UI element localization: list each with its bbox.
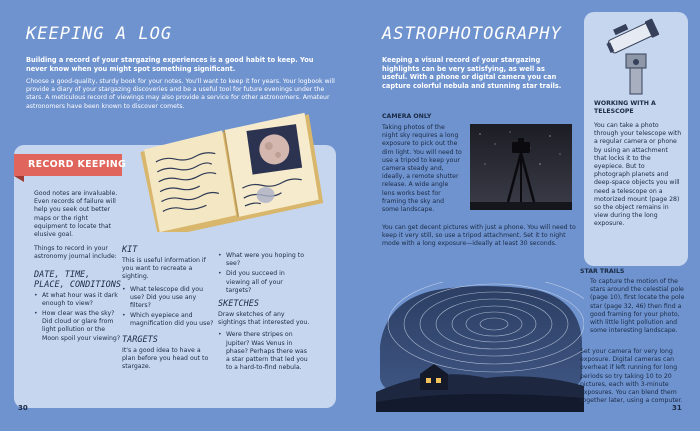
- left-page-title: KEEPING A LOG: [26, 24, 173, 44]
- banner-fold: [14, 176, 24, 182]
- record-col-1: [34, 190, 122, 345]
- star-trails-body-2: Set your camera for very long exposure. Digital cameras can overheat if left running for long periods so try taking 10 to 20 pictures, each with 3-minute exposures. You can blend them together later, using a computer.: [580, 348, 683, 405]
- left-intro-body: Choose a good-quality, sturdy book for your notes. You'll want to keep it for years. Your logbook will provide a diary of your stargazing discoveries and be a useful tool for future evenings under the stars. A meticulous record of viewings may also provide a service for other astronomers. Amateur astronomers have been known to discover comets.: [26, 78, 335, 110]
- camera-only-heading: CAMERA ONLY: [382, 113, 432, 120]
- record-col2-heading: KIT: [122, 245, 138, 255]
- right-page-title: ASTROPHOTOGRAPHY: [382, 24, 562, 44]
- record-col1-bullet-2: • How clear was the sky? Did cloud or glare from light pollution or the Moon spoil your viewing?: [34, 310, 122, 343]
- record-col1-bullet-1: • At what hour was it dark enough to view?: [34, 292, 122, 308]
- record-col-3: [218, 252, 310, 374]
- star-trails-illustration: [376, 282, 584, 412]
- record-col3-bullet-1: • What were you hoping to see?: [218, 252, 310, 268]
- right-page-number: 31: [672, 404, 682, 412]
- record-col1-intro: Good notes are invaluable. Even records of failure will help you seek out better maps or the right equipment to locate that elusive goal.: [34, 190, 118, 239]
- record-col3-intro: Draw sketches of any sightings that interested you.: [218, 311, 310, 327]
- record-col1-heading: DATE, TIME, PLACE, CONDITIONS: [34, 269, 121, 290]
- record-col2-bullet-1: • What telescope did you use? Did you use any filters?: [122, 286, 214, 311]
- telescope-heading: WORKING WITH A TELESCOPE: [594, 100, 656, 115]
- telescope-illustration: [600, 16, 670, 96]
- left-intro-bold: Building a record of your stargazing experiences is a good habit to keep. You never know when you might spot something significant.: [26, 56, 314, 73]
- phone-body: You can get decent pictures with just a phone. You will need to keep it very still, so use a tripod attachment. Set it to night mode with a long exposure—ideally at least 30 seconds.: [382, 224, 576, 248]
- record-col-2: [122, 242, 214, 371]
- record-col3-heading: SKETCHES: [218, 299, 259, 310]
- record-col2-heading-2: TARGETS: [122, 334, 158, 345]
- telescope-body: You can take a photo through your telescope with a regular camera or phone by using an attachment that locks it to the eyepiece. But to photograph planets and deep-space objects you will need a telescope on a motorized mount (page 28) so the object remains in view during the long exposure.: [594, 122, 682, 228]
- star-trails-heading: STAR TRAILS: [580, 268, 625, 275]
- tripod-photo: [470, 124, 572, 210]
- record-keeping-banner-label: RECORD KEEPING: [28, 159, 127, 170]
- right-intro-bold: Keeping a visual record of your stargazing highlights can be very satisfying, as well as useful. With a phone or digital camera you can capture colorful nebula and stunning star trails.: [382, 56, 562, 90]
- left-page-number: 30: [18, 404, 28, 412]
- record-col2-targets-text: It's a good idea to have a plan before you head out to stargaze.: [122, 346, 209, 371]
- notebook-illustration: [130, 112, 326, 232]
- record-col3-bullet-3: • Were there stripes on Jupiter? Was Venus in phase? Perhaps there was a star pattern that led you to a hard-to-find nebula.: [218, 331, 310, 372]
- record-col2-bullet-2: • Which eyepiece and magnification did you use?: [122, 312, 214, 328]
- record-col3-bullet-2: • Did you succeed in viewing all of your targets?: [218, 270, 310, 295]
- star-trails-body-1: To capture the motion of the stars around the celestial pole (page 10), first locate the pole star (page 32, 46) then find a good framing for your photo, with little light pollution and some interesting landscape.: [590, 278, 685, 335]
- record-col1-list-intro: Things to record in your astronomy journal include:: [34, 245, 117, 261]
- record-col2-intro: This is useful information if you want to recreate a sighting.: [122, 257, 206, 281]
- camera-only-body: Taking photos of the night sky requires a long exposure to pick out the dim light. You will need to use a tripod to keep your camera steady and, ideally, a remote shutter release. A wide angle lens works best for framing the sky and some landscape.: [382, 124, 462, 214]
